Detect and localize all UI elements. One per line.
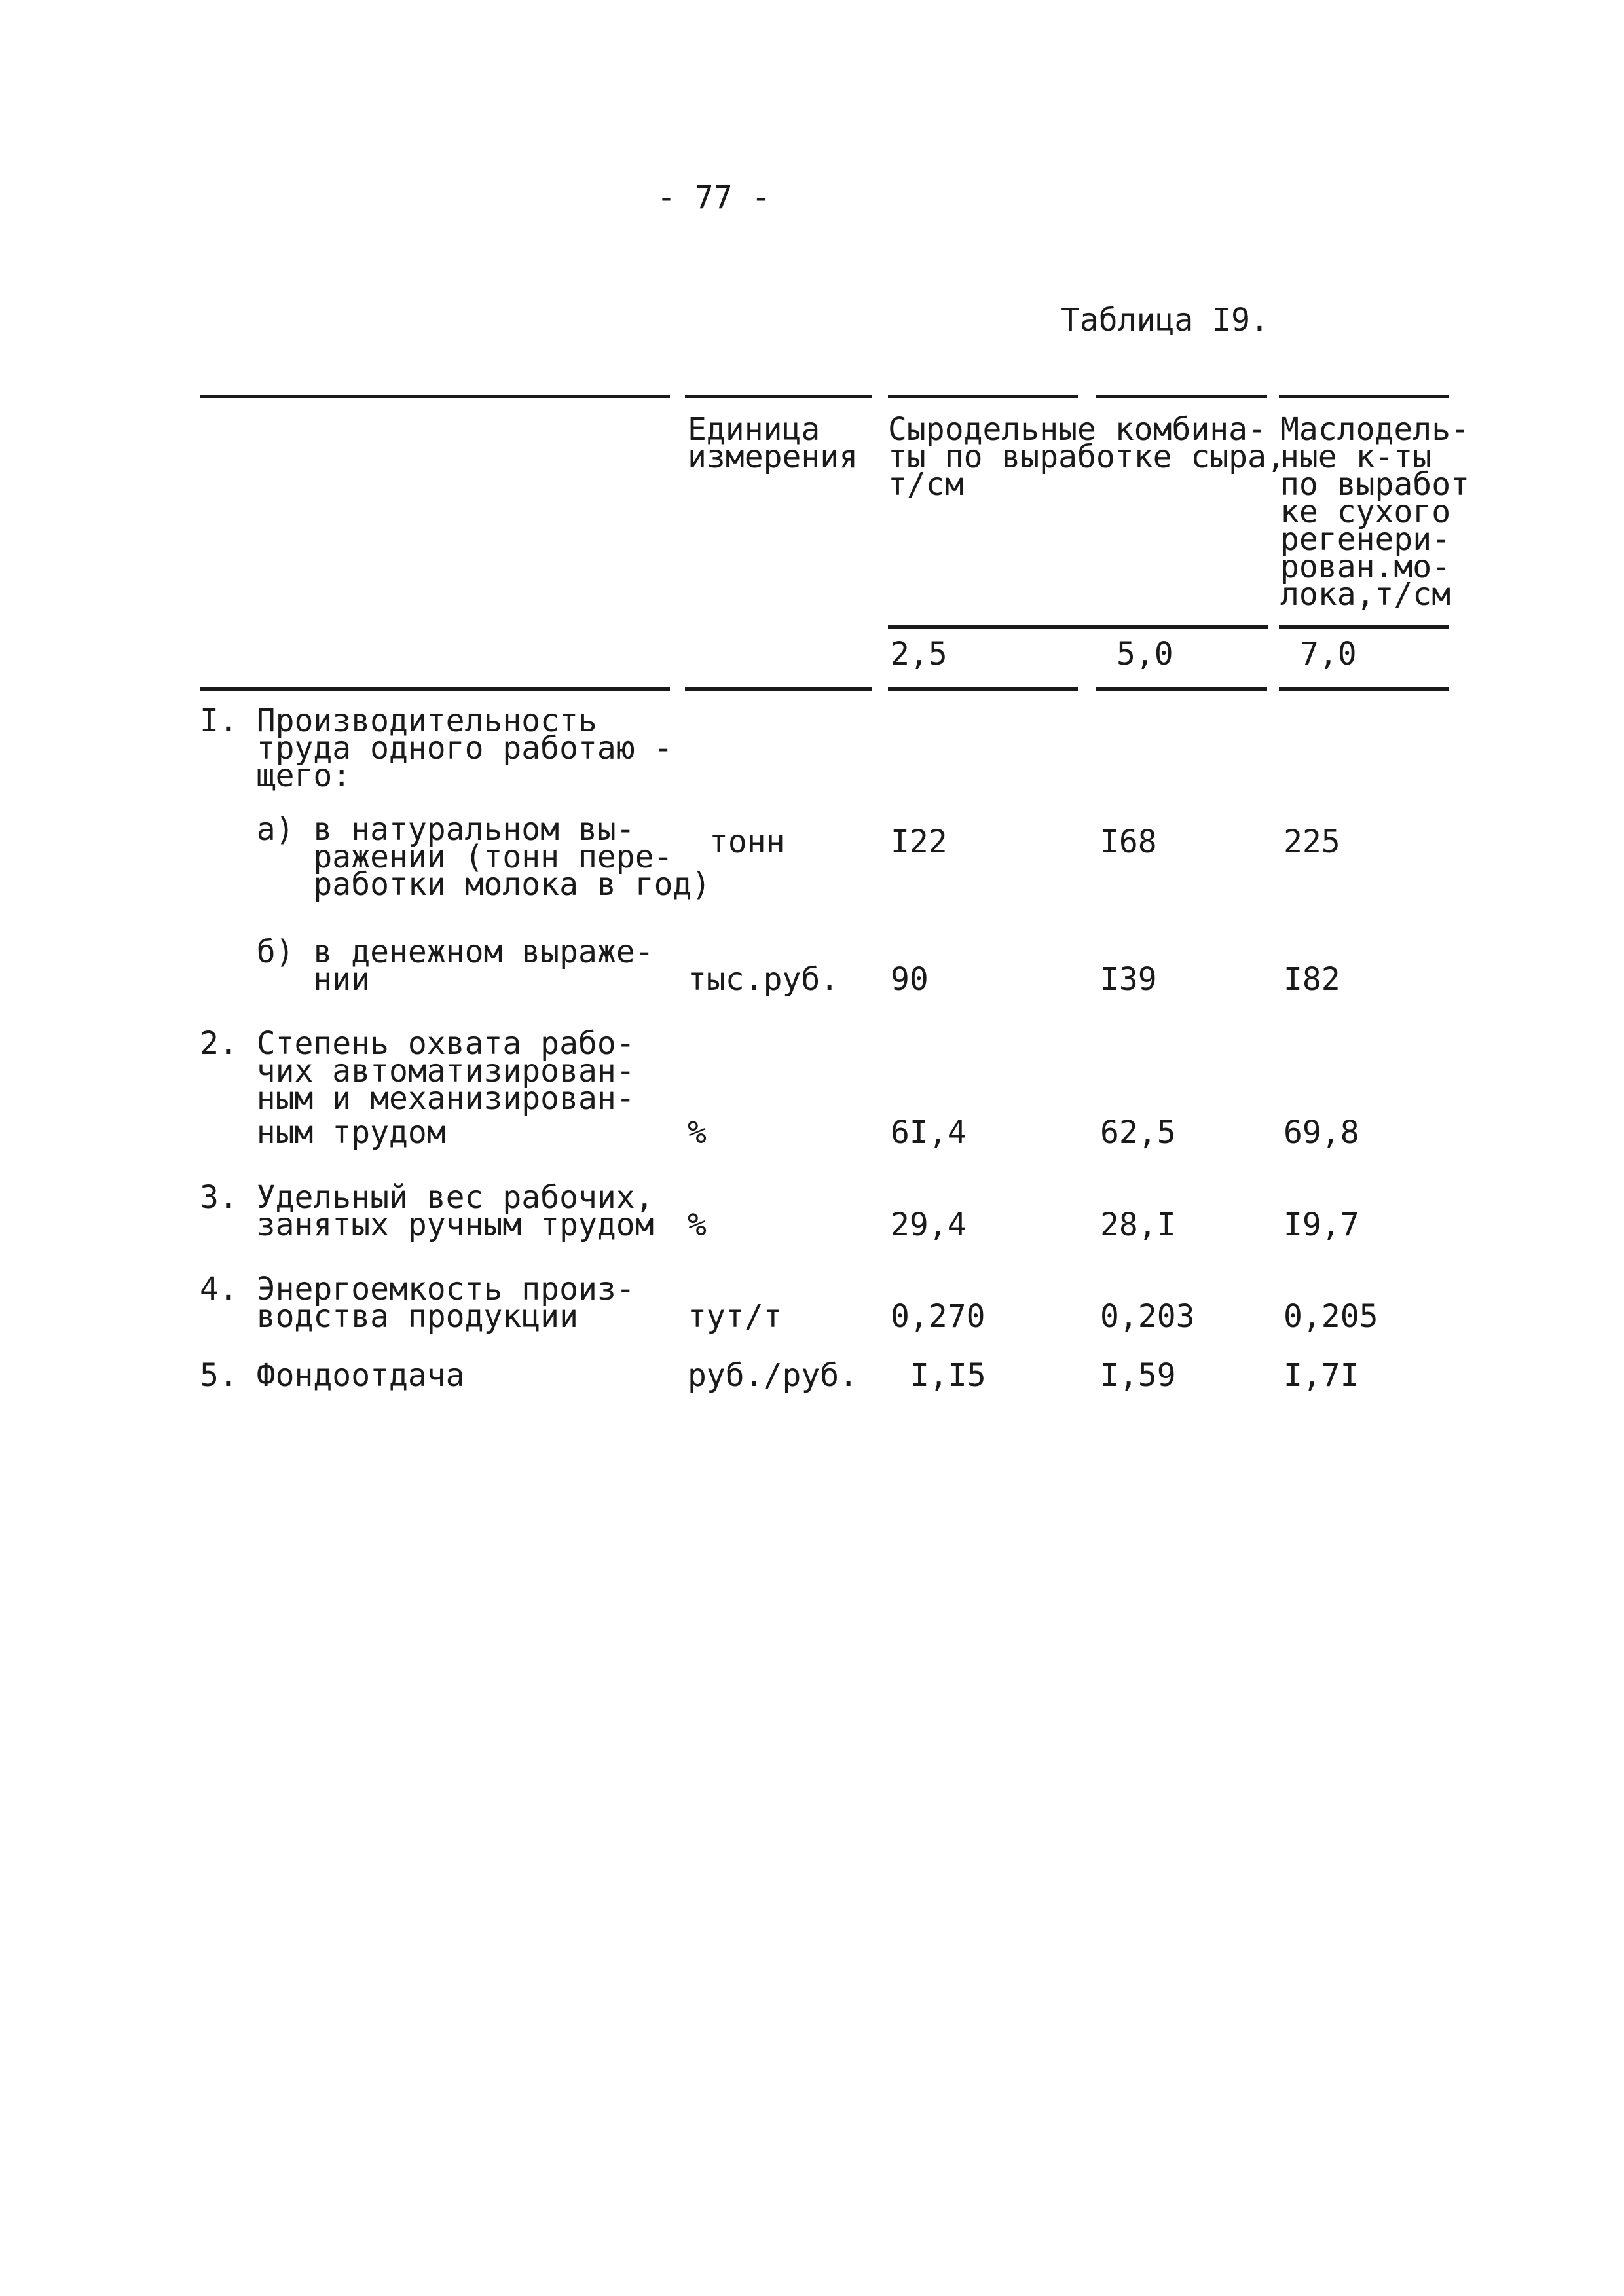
capacity-7-0: 7,0 — [1300, 636, 1357, 672]
top-rule-label-col — [200, 395, 670, 398]
row-1a-unit: тонн — [709, 824, 785, 860]
row-1a-value-2-5: I22 — [891, 824, 948, 860]
row-3-value-2-5: 29,4 — [891, 1207, 967, 1243]
row-4-label-line-1: 4. Энергоемкость произ- — [200, 1271, 635, 1307]
header-butter-line-1: Маслодель- — [1280, 411, 1469, 448]
row-1a-label-line-3: работки молока в год) — [200, 866, 711, 903]
header-cheese-line-1: Сыродельные комбина- — [888, 411, 1266, 448]
row-1a-value-5-0: I68 — [1100, 824, 1157, 860]
header-bottom-rule-label-col — [200, 687, 670, 691]
row-4-label-line-2: водства продукции — [200, 1298, 578, 1335]
row-2-label-line-1: 2. Степень охвата рабо- — [200, 1025, 635, 1062]
top-rule-cheese-col-1 — [888, 395, 1078, 398]
row-3-label-line-2: занятых ручным трудом — [200, 1207, 654, 1243]
header-cheese-line-3: т/см — [888, 466, 964, 503]
header-butter-line-4: ке сухого — [1280, 494, 1451, 530]
header-butter-line-5: регенери- — [1280, 521, 1451, 558]
row-5-value-5-0: I,59 — [1100, 1357, 1176, 1394]
row-1b-value-2-5: 90 — [891, 961, 929, 998]
row-4-value-5-0: 0,203 — [1100, 1298, 1195, 1335]
header-bottom-rule-unit-col — [685, 687, 872, 691]
row-2-value-5-0: 62,5 — [1100, 1114, 1176, 1151]
row-4-unit: тут/т — [688, 1298, 783, 1335]
mid-rule-cheese — [888, 625, 1268, 629]
header-bottom-rule-cheese-col-2 — [1096, 687, 1267, 691]
row-2-label-line-4: ным трудом — [200, 1114, 446, 1151]
row-5-label-line-1: 5. Фондоотдача — [200, 1357, 465, 1394]
capacity-2-5: 2,5 — [891, 636, 948, 672]
row-3-unit: % — [688, 1207, 707, 1243]
row-1b-unit: тыс.руб. — [688, 961, 840, 998]
header-cheese-line-2: ты по выработке сыра, — [888, 439, 1285, 475]
row-5-unit: руб./руб. — [688, 1357, 858, 1394]
table-caption: Таблица I9. — [1061, 302, 1269, 338]
header-bottom-rule-butter-col — [1279, 687, 1449, 691]
row-1-label-line-1: I. Производительность — [200, 702, 597, 739]
row-2-value-2-5: 6I,4 — [891, 1114, 967, 1151]
row-1a-label-line-1: а) в натуральном вы- — [200, 811, 635, 848]
row-1b-value-7-0: I82 — [1283, 961, 1340, 998]
row-2-label-line-2: чих автоматизирован- — [200, 1053, 635, 1089]
capacity-5-0: 5,0 — [1116, 636, 1173, 672]
header-butter-line-6: рован.мо- — [1280, 549, 1451, 585]
row-3-value-5-0: 28,I — [1100, 1207, 1176, 1243]
header-unit-line-1: Единица — [688, 411, 821, 448]
row-5-value-7-0: I,7I — [1283, 1357, 1359, 1394]
row-1b-label-line-1: б) в денежном выраже- — [200, 934, 654, 970]
mid-rule-butter — [1279, 625, 1449, 629]
row-4-value-7-0: 0,205 — [1283, 1298, 1378, 1335]
row-1-label-line-3: щего: — [200, 757, 352, 794]
row-1a-label-line-2: ражении (тонн пере- — [200, 839, 673, 875]
header-bottom-rule-cheese-col-1 — [888, 687, 1078, 691]
row-1b-value-5-0: I39 — [1100, 961, 1157, 998]
row-1-label-line-2: труда одного работаю - — [200, 730, 673, 767]
header-butter-line-2: ные к-ты — [1280, 439, 1432, 475]
row-5-value-2-5: I,I5 — [910, 1357, 986, 1394]
header-unit-line-2: измерения — [688, 439, 858, 475]
top-rule-unit-col — [685, 395, 872, 398]
top-rule-cheese-col-2 — [1096, 395, 1267, 398]
row-1b-label-line-2: нии — [200, 961, 371, 998]
page-number: - 77 - — [657, 179, 771, 216]
row-1a-value-7-0: 225 — [1283, 824, 1340, 860]
row-4-value-2-5: 0,270 — [891, 1298, 986, 1335]
row-3-value-7-0: I9,7 — [1283, 1207, 1359, 1243]
row-2-unit: % — [688, 1114, 707, 1151]
header-butter-line-7: лока,т/см — [1280, 576, 1451, 613]
header-butter-line-3: по выработ — [1280, 466, 1469, 503]
top-rule-butter-col — [1279, 395, 1449, 398]
row-2-value-7-0: 69,8 — [1283, 1114, 1359, 1151]
row-2-label-line-3: ным и механизирован- — [200, 1080, 635, 1117]
row-3-label-line-1: 3. Удельный вес рабочих, — [200, 1179, 654, 1216]
